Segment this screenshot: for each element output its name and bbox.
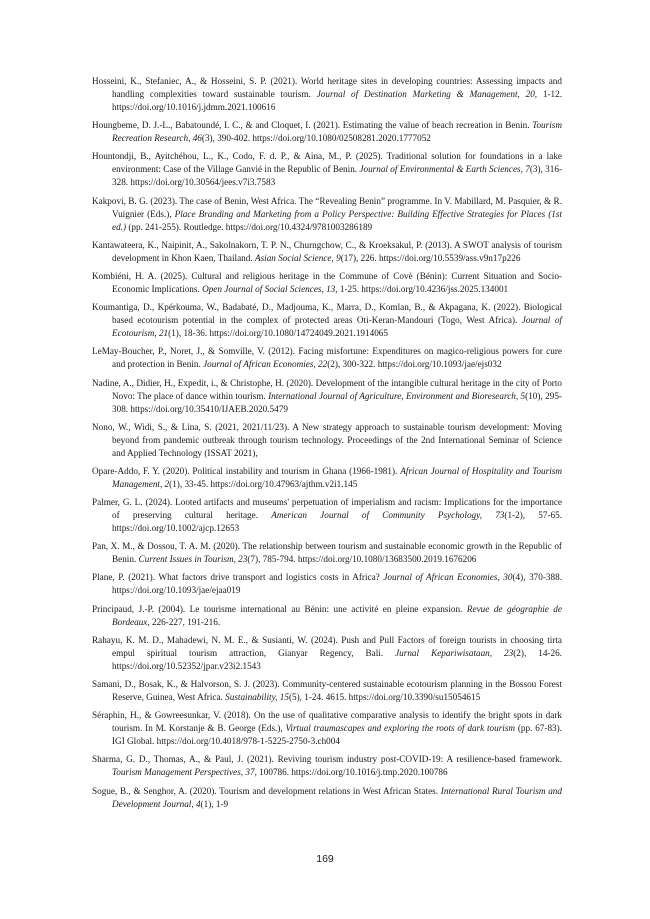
reference-text: Samani, D., Bosak, K., & Halvorson, S. J. (2023). Community-centered sustainable ecotourism planning in the Bossou Forest Reserve, Guinea, West Africa. bbox=[92, 679, 562, 702]
reference-source: Sustainability, 15 bbox=[225, 692, 289, 702]
reference-source: American Journal of Community Psychology, 73 bbox=[271, 510, 505, 521]
reference-text: Sogue, B., & Senghor, A. (2020). Tourism and development relations in West African States. bbox=[92, 785, 441, 796]
reference-entry bbox=[92, 540, 562, 566]
reference-details: (1-2), 57-65. https://doi.org/10.1002/ajcp.12653 bbox=[112, 510, 563, 534]
reference-details: (4), 370-388. https://doi.org/10.1093/jae/ejaa019 bbox=[112, 572, 562, 596]
reference-text: Pan, X. M., & Dossou, T. A. M. (2020). The relationship between tourism and sustainable economic growth in the Republic of Benin. bbox=[92, 541, 562, 565]
reference-details: (10), 295- 308. https://doi.org/10.35410/IJAEB.2020.5479 bbox=[112, 390, 562, 414]
reference-details: (2), 300-322. https://doi.org/10.1093/jae/ejs032 bbox=[327, 359, 502, 370]
reference-entry bbox=[92, 150, 562, 189]
reference-details: (3), 390-402. https://doi.org/10.1080/02508281.2020.1777052 bbox=[201, 133, 431, 144]
reference-details: , 226-227, 191-216. bbox=[147, 616, 221, 627]
reference-details: , 1-12. https://doi.org/10.1016/j.jdmm.2021.100616 bbox=[112, 89, 563, 112]
reference-text: Sharma, G. D., Thomas, A., & Paul, J. (2021). Reviving tourism industry post-COVID-19: A resilience-based framework. bbox=[92, 754, 562, 765]
reference-entry bbox=[92, 301, 562, 340]
reference-entry bbox=[92, 709, 562, 748]
reference-source: Tourism Recreation Research, 46 bbox=[112, 120, 562, 144]
reference-source: Open Journal of Social Sciences, 13 bbox=[202, 283, 336, 294]
reference-details: (pp. 67-83). IGI Global. https://doi.org/10.4018/978-1-5225-2750-3.ch004 bbox=[112, 723, 562, 747]
reference-details: (1), 1-9 bbox=[200, 798, 229, 809]
reference-source: Asian Social Science, 9 bbox=[254, 252, 341, 263]
reference-text: Hountondji, B., Ayitchéhou, L., K., Codo, F. d. P., & Aina, M., P. (2025). Traditional solution for foundations in a lake environment: Case of the Village Ganvié in the Republic of Benin. bbox=[92, 151, 562, 175]
reference-details: , 1-25. https://doi.org/10.4236/jss.2025.134001 bbox=[335, 283, 509, 294]
reference-text: Plane, P. (2021). What factors drive transport and logistics costs in Africa? bbox=[92, 572, 384, 583]
reference-text: Houngbeme, D. J.-L., Babatoundé, I. C., & and Cloquet, I. (2021). Estimating the value of beach recreation in Benin. bbox=[92, 120, 533, 131]
reference-details: (5), 1-24. 4615. https://doi.org/10.3390/su15054615 bbox=[288, 692, 481, 702]
reference-entry bbox=[92, 119, 562, 145]
reference-text: Kantawateera, K., Naipinit, A., Sakolnakorn, T. P. N., Churngchow, C., & Kroeksakul, P. (2013). A SWOT analysis of tourism development in Khon Kaen, Thailand. bbox=[92, 239, 562, 263]
reference-details: (2), 14-26. https://doi.org/10.52352/jpar.v23i2.1543 bbox=[112, 647, 562, 671]
reference-entry bbox=[92, 571, 562, 597]
reference-source: International Rural Tourism and Development Journal, 4 bbox=[112, 785, 562, 809]
reference-source: Place Branding and Marketing from a Policy Perspective: Building Effective Strategies for Places (1st ed.) bbox=[112, 208, 562, 232]
reference-text: Séraphin, H., & Gowreesunkar, V. (2018). On the use of qualitative comparative analysis to identify the bright spots in dark tourism. In M. Korstanje & B. George (Eds.), bbox=[92, 710, 562, 734]
reference-source: Revue de géographie de Bordeaux bbox=[112, 603, 562, 627]
reference-details: (pp. 241-255). Routledge. https://doi.org/10.4324/9781003286189 bbox=[126, 221, 373, 232]
reference-source: Tourism Management Perspectives, 37 bbox=[112, 767, 255, 778]
reference-source: Journal of Destination Marketing & Management, 20 bbox=[316, 89, 535, 99]
reference-entry bbox=[92, 75, 562, 114]
reference-entry bbox=[92, 634, 562, 673]
reference-entry bbox=[92, 345, 562, 371]
reference-details: (3), 316-328. https://doi.org/10.30564/jees.v7i3.7583 bbox=[112, 164, 563, 188]
reference-source: Virtual traumascapes and exploring the roots of dark tourism bbox=[285, 723, 516, 734]
reference-source: Journal of African Economies, 22 bbox=[203, 359, 328, 370]
reference-text: Hosseini, K., Stefaniec, A., & Hosseini, S. P. (2021). World heritage sites in developing countries: Assessing impacts and handling complexities toward sustainable tourism. bbox=[92, 76, 562, 99]
reference-entry bbox=[92, 496, 562, 535]
reference-source: Journal of African Economies, 30 bbox=[383, 572, 513, 583]
reference-text: Kombiéni, H. A. (2025). Cultural and religious heritage in the Commune of Covè (Bénin): Current Situation and Socio-Economic Implications. bbox=[92, 270, 562, 294]
reference-text: Nadine, A., Didier, H., Expedit, i., & Christophe, H. (2020). Development of the intangible cultural heritage in the city of Porto Novo: The place of dance within tourism. bbox=[92, 377, 562, 401]
reference-entry bbox=[92, 603, 562, 629]
reference-entry bbox=[92, 377, 562, 416]
reference-list bbox=[92, 75, 562, 816]
reference-entry bbox=[92, 753, 562, 779]
page-number: 169 bbox=[316, 853, 334, 865]
reference-source: Current Issues in Tourism, 23 bbox=[138, 554, 248, 565]
reference-source: Journal of Environmental & Earth Sciences, 7 bbox=[359, 164, 530, 175]
reference-entry bbox=[92, 239, 562, 265]
reference-text: Rahayu, K. M. D., Mahadewi, N. M. E., & Susianti, W. (2024). Push and Pull Factors of foreign tourists in choosing tirta empul spiritual tourism attraction, Gianyar Regency, Bali. bbox=[92, 634, 562, 658]
reference-details: (1), 18-36. https://doi.org/10.1080/14724049.2021.1914065 bbox=[168, 328, 388, 339]
reference-text: LeMay-Boucher, P., Noret, J., & Somville, V. (2012). Facing misfortune: Expenditures on magico-religious powers for cure and protection in Benin. bbox=[92, 346, 562, 370]
reference-details: (17), 226. https://doi.org/10.5539/ass.v9n17p226 bbox=[340, 252, 521, 263]
reference-entry bbox=[92, 421, 562, 460]
reference-source: International Journal of Agriculture, Environment and Bioresearch, 5 bbox=[268, 390, 526, 401]
reference-text: Koumantiga, D., Kpérkouma, W., Badabaté, D., Madjouma, K., Marra, D., Komlan, B., & Akpagana, K. (2022). Biological based ecotourism potential in the complex of protected areas Oti-Keran-Mandouri (Togo, West Africa). bbox=[92, 302, 562, 326]
reference-details: (1), 33-45. https://doi.org/10.47963/ajthm.v2i1.145 bbox=[169, 478, 358, 489]
reference-text: Palmer, G. L. (2024). Looted artifacts and museums' perpetuation of imperialism and racism: Implications for the importance of preserving cultural heritage. bbox=[92, 497, 562, 521]
reference-source: Journal of Ecotourism, 21 bbox=[112, 315, 562, 339]
reference-source: African Journal of Hospitality and Tourism Management, 2 bbox=[112, 465, 562, 489]
reference-text: Kakpovi, B. G. (2023). The case of Benin, West Africa. The “Revealing Benin” programme. In V. Mabillard, M. Pasquier, & R. Vuignier (Eds.), bbox=[92, 195, 562, 219]
reference-source: Jurnal Kepariwisataan, 23 bbox=[395, 647, 514, 658]
reference-entry bbox=[92, 678, 562, 704]
reference-entry bbox=[92, 785, 562, 811]
reference-text: Nono, W., Widi, S., & Lina, S. (2021, 2021/11/23). A New strategy approach to sustainable tourism development: Moving beyond from pandemic outbreak through tourism technology. Proceedings of the 2nd International Seminar of Science and Applied Technology (ISSAT 2021), bbox=[92, 421, 562, 458]
reference-text: Principaud, J.-P. (2004). Le tourisme international au Bénin: une activité en pleine expansion. bbox=[92, 603, 467, 614]
reference-entry bbox=[92, 465, 562, 491]
reference-entry bbox=[92, 270, 562, 296]
reference-text: Opare-Addo, F. Y. (2020). Political instability and tourism in Ghana (1966-1981). bbox=[92, 465, 401, 476]
reference-entry bbox=[92, 195, 562, 234]
reference-details: , 100786. https://doi.org/10.1016/j.tmp.2020.100786 bbox=[254, 767, 448, 778]
reference-details: (7), 785-794. https://doi.org/10.1080/13683500.2019.1676206 bbox=[247, 554, 477, 565]
